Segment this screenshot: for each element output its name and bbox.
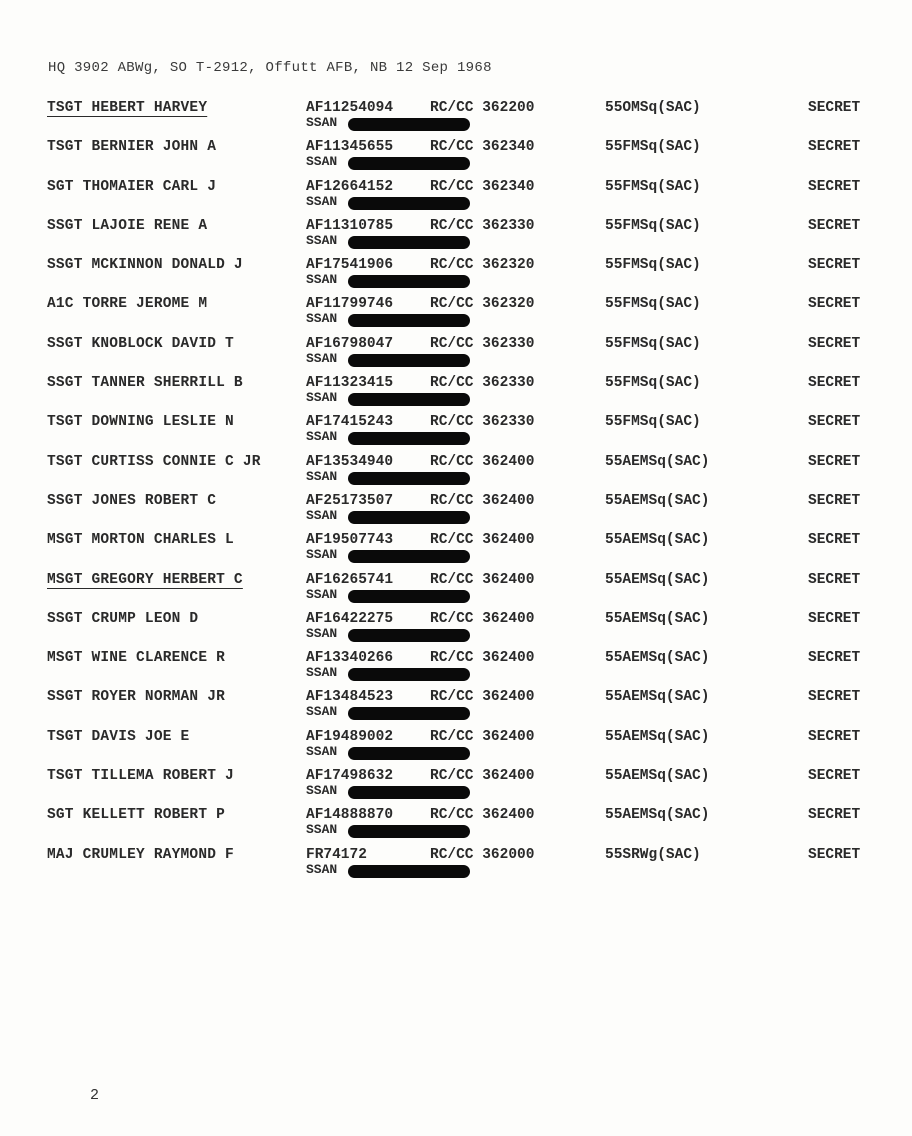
- ssan-label: SSAN: [306, 704, 338, 720]
- person-name: SSGT TANNER SHERRILL B: [47, 375, 243, 392]
- service-number: AF11323415: [306, 375, 394, 392]
- ssan-label: SSAN: [306, 665, 338, 681]
- rc-code: RC/CC 362330: [430, 217, 535, 234]
- ssan-label: SSAN: [306, 311, 338, 327]
- ssan-label: SSAN: [306, 115, 338, 130]
- redaction-bar: [348, 432, 470, 445]
- unit-name: 55FMSq(SAC): [605, 296, 701, 313]
- list-item: [0, 729, 912, 768]
- ssan-label: SSAN: [306, 822, 338, 838]
- unit-name: 55AEMSq(SAC): [605, 728, 710, 745]
- rc-code: RC/CC 362330: [430, 414, 535, 431]
- ssan-label: SSAN: [306, 154, 338, 170]
- personnel-list: [0, 100, 912, 886]
- service-number: AF16798047: [306, 335, 394, 352]
- unit-name: 55AEMSq(SAC): [605, 650, 710, 667]
- unit-name: 55AEMSq(SAC): [605, 689, 710, 706]
- list-item: [0, 336, 912, 375]
- service-number: AF25173507: [306, 492, 394, 509]
- redaction-bar: [348, 511, 470, 524]
- person-name: MAJ CRUMLEY RAYMOND F: [47, 846, 234, 863]
- rc-code: RC/CC 362200: [430, 100, 535, 116]
- ssan-label: SSAN: [306, 783, 338, 799]
- classification: SECRET: [808, 846, 861, 863]
- rc-code: RC/CC 362340: [430, 178, 535, 195]
- redaction-bar: [348, 354, 470, 367]
- list-item: [0, 139, 912, 178]
- list-item: [0, 650, 912, 689]
- person-name: SSGT KNOBLOCK DAVID T: [47, 335, 234, 352]
- order-header: HQ 3902 ABWg, SO T-2912, Offutt AFB, NB 12 Sep 1968: [48, 60, 492, 76]
- classification: SECRET: [808, 139, 861, 156]
- classification: SECRET: [808, 335, 861, 352]
- person-name: MSGT GREGORY HERBERT C: [47, 571, 243, 588]
- service-number: AF12664152: [306, 178, 394, 195]
- ssan-label: SSAN: [306, 861, 338, 877]
- list-item: [0, 296, 912, 335]
- service-number: AF11310785: [306, 217, 394, 234]
- ssan-label: SSAN: [306, 390, 338, 406]
- redaction-bar: [348, 197, 470, 210]
- service-number: AF17541906: [306, 257, 394, 274]
- classification: SECRET: [808, 689, 861, 706]
- classification: SECRET: [808, 571, 861, 588]
- classification: SECRET: [808, 807, 861, 824]
- service-number: AF13340266: [306, 650, 394, 667]
- classification: SECRET: [808, 257, 861, 274]
- unit-name: 55AEMSq(SAC): [605, 571, 710, 588]
- rc-code: RC/CC 362330: [430, 375, 535, 392]
- list-item: [0, 847, 912, 886]
- redaction-bar: [348, 550, 470, 563]
- classification: SECRET: [808, 492, 861, 509]
- rc-code: RC/CC 362400: [430, 768, 535, 785]
- list-item: [0, 179, 912, 218]
- classification: SECRET: [808, 453, 861, 470]
- rc-code: RC/CC 362400: [430, 689, 535, 706]
- list-item: [0, 257, 912, 296]
- ssan-label: SSAN: [306, 193, 338, 209]
- classification: SECRET: [808, 728, 861, 745]
- person-name: TSGT TILLEMA ROBERT J: [47, 768, 234, 785]
- unit-name: 55AEMSq(SAC): [605, 532, 710, 549]
- ssan-label: SSAN: [306, 743, 338, 759]
- ssan-label: SSAN: [306, 272, 338, 288]
- list-item: [0, 375, 912, 414]
- person-name: SSGT LAJOIE RENE A: [47, 217, 208, 234]
- classification: SECRET: [808, 178, 861, 195]
- unit-name: 55FMSq(SAC): [605, 414, 701, 431]
- person-name: MSGT WINE CLARENCE R: [47, 650, 226, 667]
- unit-name: 55SRWg(SAC): [605, 846, 701, 863]
- rc-code: RC/CC 362400: [430, 571, 535, 588]
- person-name: SSGT ROYER NORMAN JR: [47, 689, 226, 706]
- person-name: TSGT DOWNING LESLIE N: [47, 414, 234, 431]
- redaction-bar: [348, 747, 470, 760]
- unit-name: 55FMSq(SAC): [605, 139, 701, 156]
- person-name: MSGT MORTON CHARLES L: [47, 532, 234, 549]
- service-number: AF13484523: [306, 689, 394, 706]
- list-item: [0, 689, 912, 728]
- service-number: AF17498632: [306, 768, 394, 785]
- redaction-bar: [348, 275, 470, 288]
- list-item: [0, 493, 912, 532]
- list-item: [0, 768, 912, 807]
- unit-name: 55AEMSq(SAC): [605, 492, 710, 509]
- redaction-bar: [348, 629, 470, 642]
- list-item: [0, 572, 912, 611]
- classification: SECRET: [808, 217, 861, 234]
- classification: SECRET: [808, 768, 861, 785]
- redaction-bar: [348, 865, 470, 878]
- ssan-label: SSAN: [306, 429, 338, 445]
- classification: SECRET: [808, 650, 861, 667]
- redaction-bar: [348, 668, 470, 681]
- person-name: TSGT DAVIS JOE E: [47, 728, 190, 745]
- list-item: [0, 454, 912, 493]
- rc-code: RC/CC 362400: [430, 532, 535, 549]
- redaction-bar: [348, 590, 470, 603]
- list-item: [0, 218, 912, 257]
- person-name: SSGT JONES ROBERT C: [47, 492, 217, 509]
- unit-name: 55AEMSq(SAC): [605, 768, 710, 785]
- rc-code: RC/CC 362400: [430, 650, 535, 667]
- rc-code: RC/CC 362330: [430, 335, 535, 352]
- service-number: AF11254094: [306, 100, 394, 116]
- rc-code: RC/CC 362320: [430, 296, 535, 313]
- unit-name: 55FMSq(SAC): [605, 335, 701, 352]
- service-number: AF11799746: [306, 296, 394, 313]
- rc-code: RC/CC 362400: [430, 728, 535, 745]
- unit-name: 55FMSq(SAC): [605, 257, 701, 274]
- service-number: AF19507743: [306, 532, 394, 549]
- service-number: AF16422275: [306, 610, 394, 627]
- rc-code: RC/CC 362400: [430, 453, 535, 470]
- unit-name: 55OMSq(SAC): [605, 100, 701, 116]
- unit-name: 55AEMSq(SAC): [605, 453, 710, 470]
- list-item: [0, 100, 912, 139]
- service-number: AF13534940: [306, 453, 394, 470]
- classification: SECRET: [808, 532, 861, 549]
- rc-code: RC/CC 362000: [430, 846, 535, 863]
- unit-name: 55AEMSq(SAC): [605, 807, 710, 824]
- redaction-bar: [348, 707, 470, 720]
- rc-code: RC/CC 362400: [430, 492, 535, 509]
- list-item: [0, 414, 912, 453]
- classification: SECRET: [808, 414, 861, 431]
- redaction-bar: [348, 118, 470, 131]
- rc-code: RC/CC 362340: [430, 139, 535, 156]
- unit-name: 55FMSq(SAC): [605, 178, 701, 195]
- classification: SECRET: [808, 375, 861, 392]
- classification: SECRET: [808, 296, 861, 313]
- service-number: AF11345655: [306, 139, 394, 156]
- service-number: AF16265741: [306, 571, 394, 588]
- rc-code: RC/CC 362320: [430, 257, 535, 274]
- list-item: [0, 611, 912, 650]
- redaction-bar: [348, 314, 470, 327]
- classification: SECRET: [808, 100, 861, 116]
- person-name: TSGT CURTISS CONNIE C JR: [47, 453, 261, 470]
- person-name: TSGT HEBERT HARVEY: [47, 100, 208, 116]
- ssan-label: SSAN: [306, 507, 338, 523]
- redaction-bar: [348, 236, 470, 249]
- classification: SECRET: [808, 610, 861, 627]
- unit-name: 55FMSq(SAC): [605, 375, 701, 392]
- unit-name: 55FMSq(SAC): [605, 217, 701, 234]
- person-name: SSGT MCKINNON DONALD J: [47, 257, 243, 274]
- service-number: AF17415243: [306, 414, 394, 431]
- person-name: SGT KELLETT ROBERT P: [47, 807, 226, 824]
- unit-name: 55AEMSq(SAC): [605, 610, 710, 627]
- ssan-label: SSAN: [306, 625, 338, 641]
- ssan-label: SSAN: [306, 232, 338, 248]
- ssan-label: SSAN: [306, 586, 338, 602]
- person-name: SGT THOMAIER CARL J: [47, 178, 217, 195]
- ssan-label: SSAN: [306, 468, 338, 484]
- redaction-bar: [348, 393, 470, 406]
- rc-code: RC/CC 362400: [430, 610, 535, 627]
- person-name: A1C TORRE JEROME M: [47, 296, 208, 313]
- rc-code: RC/CC 362400: [430, 807, 535, 824]
- redaction-bar: [348, 786, 470, 799]
- ssan-label: SSAN: [306, 547, 338, 563]
- list-item: [0, 807, 912, 846]
- redaction-bar: [348, 157, 470, 170]
- redaction-bar: [348, 825, 470, 838]
- page-number: 2: [90, 1087, 100, 1104]
- service-number: AF19489002: [306, 728, 394, 745]
- person-name: SSGT CRUMP LEON D: [47, 610, 199, 627]
- ssan-label: SSAN: [306, 350, 338, 366]
- person-name: TSGT BERNIER JOHN A: [47, 139, 217, 156]
- list-item: [0, 532, 912, 571]
- service-number: AF14888870: [306, 807, 394, 824]
- redaction-bar: [348, 472, 470, 485]
- service-number: FR74172: [306, 846, 367, 863]
